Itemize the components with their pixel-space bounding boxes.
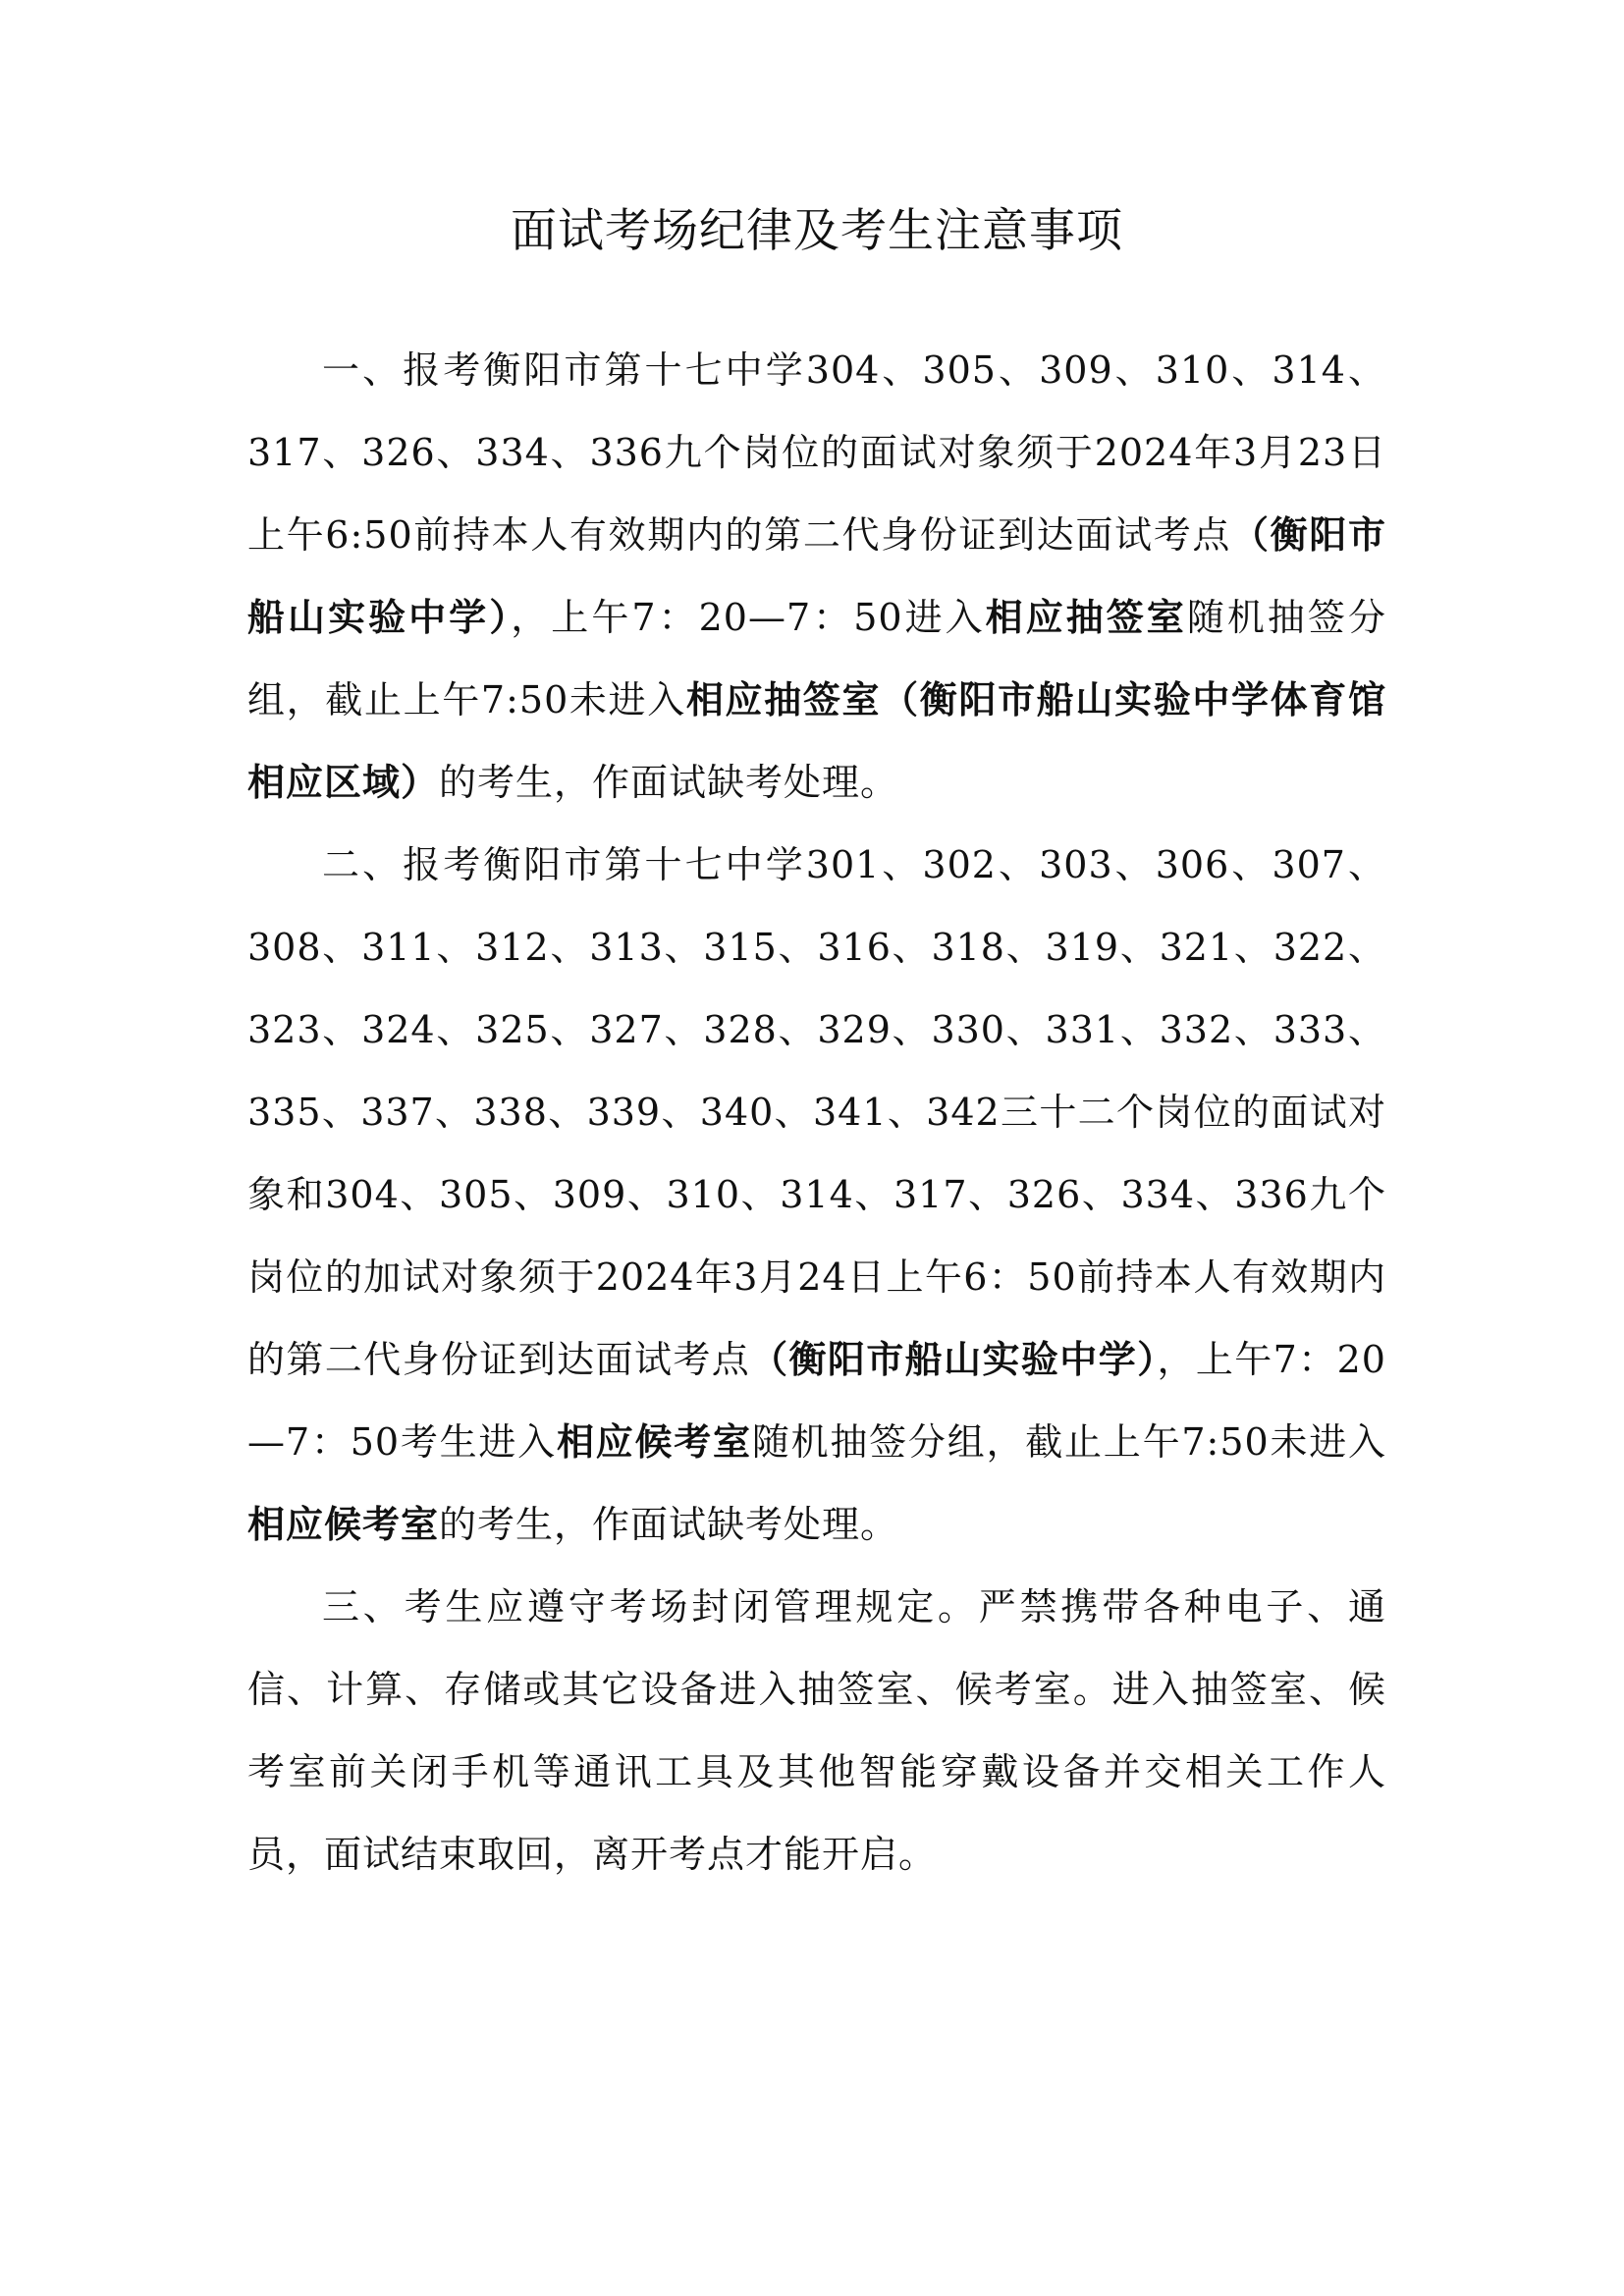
emphasis-text: （衡阳市船山实验中学） bbox=[247, 513, 1386, 639]
emphasis-text: （衡阳市船山实验中学） bbox=[750, 1338, 1158, 1381]
paragraph-text: 的考生，作面试缺考处理。 bbox=[439, 761, 899, 804]
emphasis-text: 相应抽签室 bbox=[985, 596, 1187, 639]
paragraph-text: 一、报考衡阳市第十七中学304、305、309、310、314、317、326、334、336九个岗位的面试对象须于2024年3月23日上午6:50前持本人有效期内的第二代身份证到达面试考点 bbox=[247, 348, 1386, 557]
emphasis-text: 相应抽签室（衡阳市船山实验中学体育馆相应区域） bbox=[247, 678, 1386, 804]
paragraph-text: 随机抽签分组，截止上午7:50未进入 bbox=[247, 596, 1386, 721]
paragraph-text: 三、考生应遵守考场封闭管理规定。严禁携带各种电子、通信、计算、存储或其它设备进入抽签室、候考室。进入抽签室、候考室前关闭手机等通讯工具及其他智能穿戴设备并交相关工作人员，面试结束取回，离开考点才能开启。 bbox=[247, 1585, 1386, 1876]
paragraph bbox=[247, 824, 1386, 1566]
paragraph-text: 二、报考衡阳市第十七中学301、302、303、306、307、308、311、312、313、315、316、318、319、321、322、323、324、325、327、328、329、330、331、332、333、335、337、338、339、340、341、342三十二个岗位的面试对象和304、305、309、310、314、317、326、334、336九个岗位的加试对象须于2024年3月24日上午6：50前持本人有效期内的第二代身份证到达面试考点 bbox=[247, 843, 1386, 1381]
paragraph-text: 随机抽签分组，截止上午7:50未进入 bbox=[751, 1420, 1386, 1464]
paragraph bbox=[247, 1566, 1386, 1896]
paragraph-text: ，上午7：20—7：50考生进入 bbox=[247, 1338, 1386, 1464]
paragraph-text: 的考生，作面试缺考处理。 bbox=[439, 1503, 899, 1546]
emphasis-text: 相应候考室 bbox=[556, 1420, 752, 1464]
emphasis-text: 相应候考室 bbox=[247, 1503, 440, 1546]
document-page bbox=[247, 0, 1386, 2296]
paragraph bbox=[247, 329, 1386, 824]
document-body bbox=[247, 329, 1386, 1896]
paragraph-text: ，上午7：20—7：50进入 bbox=[511, 596, 986, 639]
document-title: 面试考场纪律及考生注意事项 bbox=[511, 204, 1123, 258]
